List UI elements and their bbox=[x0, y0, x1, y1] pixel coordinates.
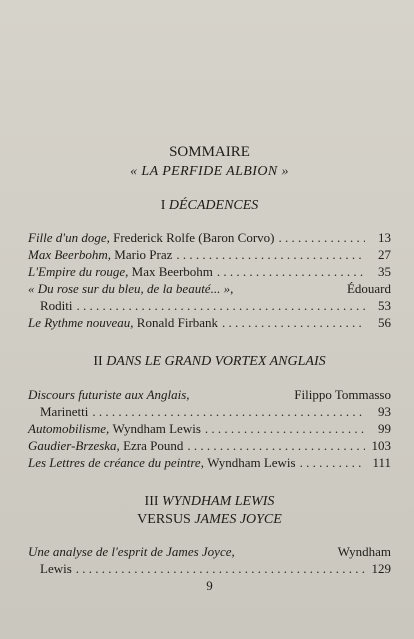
section-title-3-line2 bbox=[28, 512, 391, 528]
toc-entry bbox=[28, 543, 391, 577]
entry-title: « Du rose sur du bleu, de la beauté... », bbox=[28, 281, 234, 296]
toc-entry bbox=[28, 246, 391, 263]
contents-heading: SOMMAIRE bbox=[169, 144, 250, 160]
entry-page: 99 bbox=[378, 421, 391, 436]
section-title-1 bbox=[28, 198, 391, 214]
entry-author: Ezra Pound bbox=[123, 438, 184, 453]
section-numeral: III bbox=[144, 494, 159, 509]
part-subtitle: « LA PERFIDE ALBION » bbox=[130, 164, 289, 179]
entry-page: 27 bbox=[378, 247, 391, 262]
entry-title: Automobilisme, bbox=[28, 421, 110, 436]
entry-title: Gaudier-Brzeska, bbox=[28, 438, 120, 453]
section-name: DANS LE GRAND VORTEX ANGLAIS bbox=[106, 354, 326, 369]
entry-page: 111 bbox=[372, 455, 391, 470]
entry-page: 103 bbox=[371, 438, 391, 453]
entry-author: Wyndham Lewis bbox=[207, 455, 296, 470]
toc-entry bbox=[28, 314, 391, 331]
entry-author-continued: Marinetti bbox=[40, 404, 89, 419]
entry-title: L'Empire du rouge, bbox=[28, 264, 129, 279]
section-name: WYNDHAM LEWIS bbox=[162, 494, 275, 509]
toc-entry bbox=[28, 229, 391, 246]
entry-page: 13 bbox=[378, 230, 391, 245]
entry-author: Édouard bbox=[346, 281, 391, 296]
entry-author-continued: Roditi bbox=[40, 298, 73, 313]
section-numeral: I bbox=[160, 198, 166, 213]
entry-page: 129 bbox=[371, 561, 391, 576]
entry-title: Discours futuriste aux Anglais, bbox=[28, 387, 190, 402]
toc-entry bbox=[28, 437, 391, 454]
section-numeral: II bbox=[93, 354, 103, 369]
entry-author-continued: Lewis bbox=[40, 561, 72, 576]
entry-page: 35 bbox=[378, 264, 391, 279]
entry-title: Max Beerbohm, bbox=[28, 247, 112, 262]
toc-entry bbox=[28, 454, 391, 471]
section-name-prefix: VERSUS bbox=[137, 512, 191, 527]
section-name-italic: JAMES JOYCE bbox=[194, 512, 282, 527]
entry-author: Filippo Tommasso bbox=[294, 387, 391, 402]
entry-author: Wyndham Lewis bbox=[112, 421, 201, 436]
section-name: DÉCADENCES bbox=[168, 198, 259, 213]
entry-author: Mario Praz bbox=[114, 247, 173, 262]
toc-entry bbox=[28, 280, 391, 314]
entry-author: Wyndham bbox=[337, 544, 391, 559]
entry-author: Ronald Firbank bbox=[136, 315, 219, 330]
entry-page: 56 bbox=[378, 315, 391, 330]
entry-page: 53 bbox=[378, 298, 391, 313]
entry-author: Frederick Rolfe (Baron Corvo) bbox=[113, 230, 275, 245]
entry-title: Le Rythme nouveau, bbox=[28, 315, 134, 330]
toc-entry bbox=[28, 263, 391, 280]
entry-title: Une analyse de l'esprit de James Joyce, bbox=[28, 544, 235, 559]
page-number: 9 bbox=[206, 578, 213, 593]
toc-entry bbox=[28, 420, 391, 437]
section-title-3 bbox=[28, 494, 391, 510]
section-title-2 bbox=[28, 354, 391, 370]
entry-author: Max Beerbohm bbox=[131, 264, 213, 279]
entry-title: Les Lettres de créance du peintre, bbox=[28, 455, 204, 470]
entry-page: 93 bbox=[378, 404, 391, 419]
entry-title: Fille d'un doge, bbox=[28, 230, 110, 245]
toc-entry bbox=[28, 386, 391, 420]
